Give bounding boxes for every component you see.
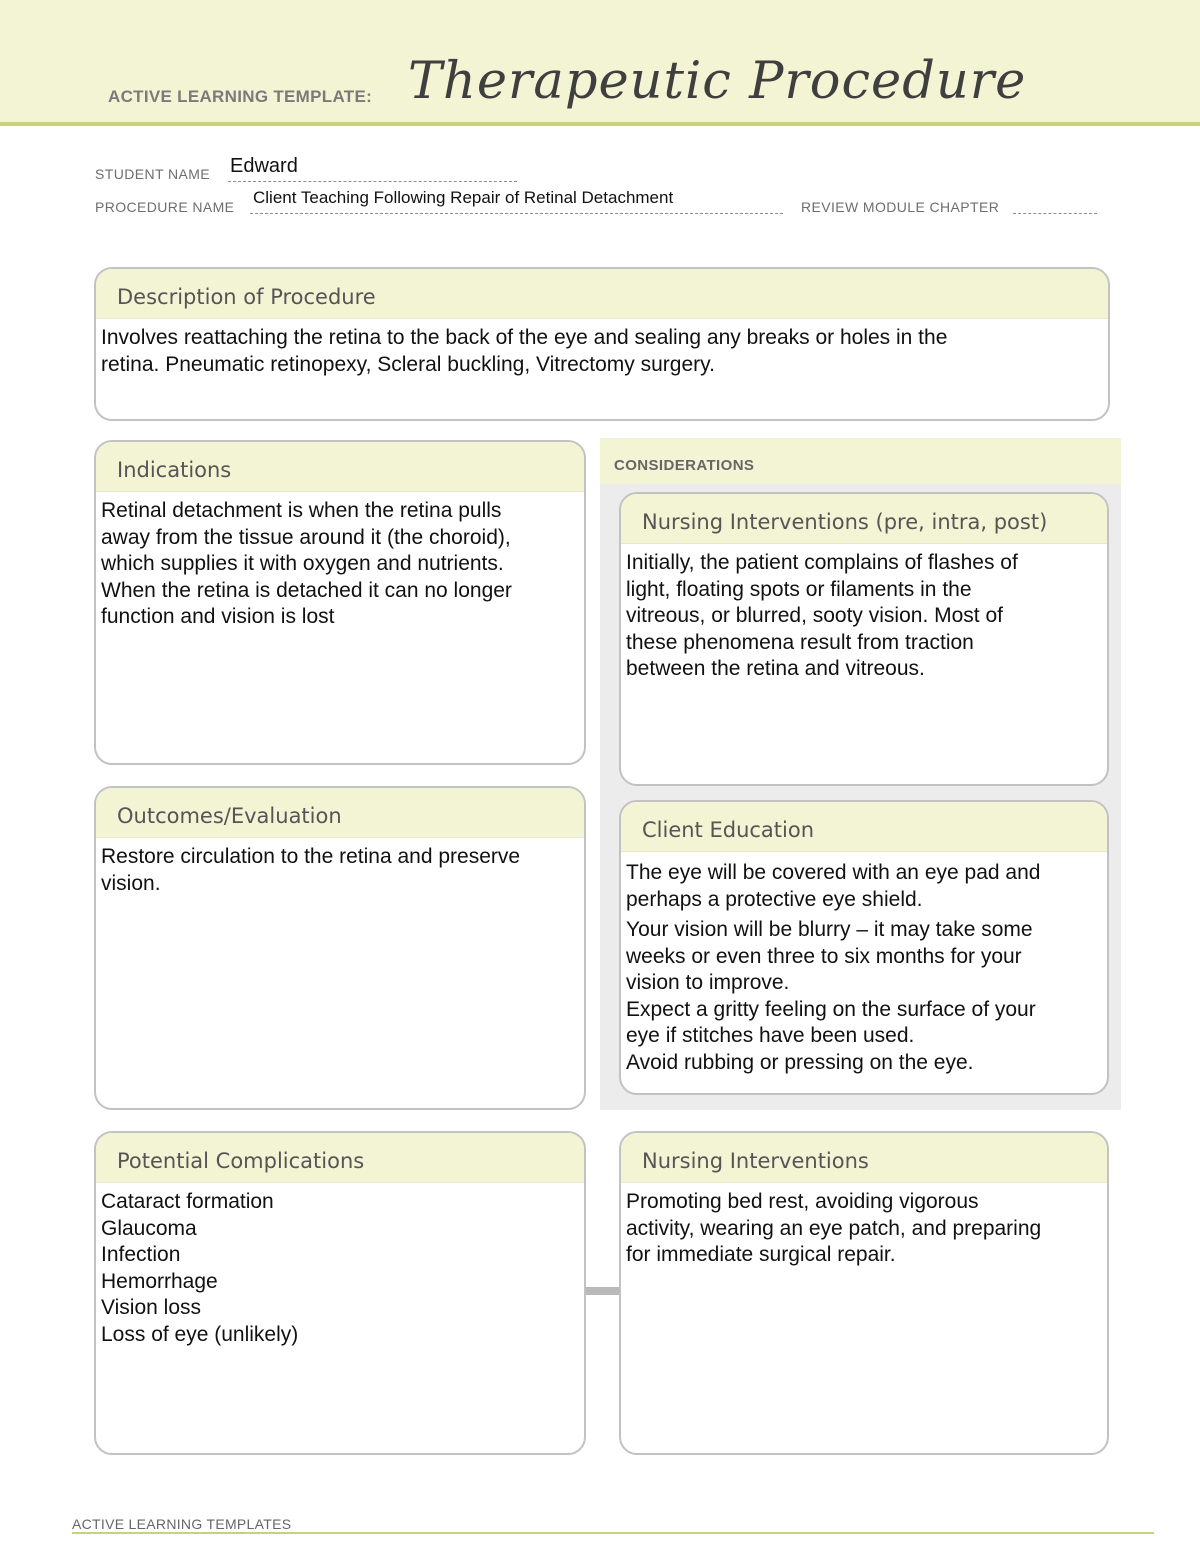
complication-item: Hemorrhage xyxy=(101,1269,218,1293)
outcomes-heading: Outcomes/Evaluation xyxy=(96,788,584,838)
outcomes-content[interactable] xyxy=(96,838,584,897)
indications-box xyxy=(94,440,586,765)
complication-item: Infection xyxy=(101,1243,181,1266)
nursing-interventions-line: Promoting bed rest, avoiding vigorous xyxy=(626,1190,979,1213)
indications-content[interactable] xyxy=(96,492,584,631)
indications-line: away from the tissue around it (the choroid), xyxy=(101,525,511,549)
client-education-line: Your vision will be blurry – it may take some xyxy=(626,918,1033,941)
nursing-periop-line: these phenomena result from traction xyxy=(626,630,974,654)
client-education-line: eye if stitches have been used. xyxy=(626,1024,915,1047)
review-module-line xyxy=(1013,213,1097,214)
client-education-box xyxy=(619,800,1109,1095)
nursing-interventions-box xyxy=(619,1131,1109,1455)
student-name-field[interactable]: Edward xyxy=(230,155,298,177)
indications-line: function and vision is lost xyxy=(101,605,335,628)
client-education-line: vision to improve. xyxy=(626,971,790,994)
indications-heading: Indications xyxy=(96,442,584,492)
nursing-interventions-line: for immediate surgical repair. xyxy=(626,1243,896,1266)
nursing-periop-line: vitreous, or blurred, sooty vision. Most of xyxy=(626,604,1003,627)
procedure-name-label: PROCEDURE NAME xyxy=(95,199,235,215)
client-education-line: The eye will be covered with an eye pad and xyxy=(626,861,1041,884)
description-content[interactable] xyxy=(96,319,1108,378)
nursing-periop-line: light, floating spots or filaments in the xyxy=(626,577,972,601)
footer-divider xyxy=(72,1532,1154,1534)
student-name-line xyxy=(228,181,517,182)
student-name-label: STUDENT NAME xyxy=(95,166,210,182)
indications-line: which supplies it with oxygen and nutrients. xyxy=(101,552,504,575)
client-education-content[interactable] xyxy=(621,852,1107,1076)
description-box xyxy=(94,267,1110,421)
complication-item: Cataract formation xyxy=(101,1190,274,1213)
nursing-interventions-periop-heading: Nursing Interventions (pre, intra, post) xyxy=(621,494,1107,544)
nursing-interventions-line: activity, wearing an eye patch, and preparing xyxy=(626,1216,1042,1240)
review-module-label: REVIEW MODULE CHAPTER xyxy=(801,199,1000,215)
box-connector xyxy=(584,1287,620,1295)
nursing-periop-line: between the retina and vitreous. xyxy=(626,657,925,680)
procedure-name-line xyxy=(250,213,783,214)
nursing-interventions-periop-box xyxy=(619,492,1109,786)
nursing-interventions-content[interactable] xyxy=(621,1183,1107,1269)
potential-complications-box xyxy=(94,1131,586,1455)
indications-line: Retinal detachment is when the retina pulls xyxy=(101,499,502,522)
client-education-heading: Client Education xyxy=(621,802,1107,852)
potential-complications-heading: Potential Complications xyxy=(96,1133,584,1183)
complication-item: Glaucoma xyxy=(101,1216,197,1240)
client-education-line: perhaps a protective eye shield. xyxy=(626,887,923,911)
outcomes-line: vision. xyxy=(101,871,161,895)
nursing-interventions-periop-content[interactable] xyxy=(621,544,1107,683)
header-divider xyxy=(0,122,1200,126)
page-title: Therapeutic Procedure xyxy=(408,52,1027,111)
template-label: ACTIVE LEARNING TEMPLATE: xyxy=(108,87,373,106)
client-education-line: Expect a gritty feeling on the surface of your xyxy=(626,997,1036,1021)
considerations-label: CONSIDERATIONS xyxy=(614,457,755,474)
client-education-line: Avoid rubbing or pressing on the eye. xyxy=(626,1050,974,1074)
potential-complications-content[interactable] xyxy=(96,1183,584,1348)
complication-item: Vision loss xyxy=(101,1296,201,1319)
description-line: Involves reattaching the retina to the back of the eye and sealing any breaks or holes in the xyxy=(101,326,948,349)
procedure-name-field[interactable]: Client Teaching Following Repair of Retinal Detachment xyxy=(253,188,674,207)
description-line: retina. Pneumatic retinopexy, Scleral buckling, Vitrectomy surgery. xyxy=(101,352,715,376)
description-heading: Description of Procedure xyxy=(96,269,1108,319)
outcomes-line: Restore circulation to the retina and preserve xyxy=(101,845,521,868)
client-education-line: weeks or even three to six months for your xyxy=(626,944,1022,968)
nursing-interventions-heading: Nursing Interventions xyxy=(621,1133,1107,1183)
indications-line: When the retina is detached it can no longer xyxy=(101,578,512,602)
complication-item: Loss of eye (unlikely) xyxy=(101,1322,299,1346)
footer-label: ACTIVE LEARNING TEMPLATES xyxy=(72,1516,292,1532)
nursing-periop-line: Initially, the patient complains of flashes of xyxy=(626,551,1018,574)
outcomes-box xyxy=(94,786,586,1110)
